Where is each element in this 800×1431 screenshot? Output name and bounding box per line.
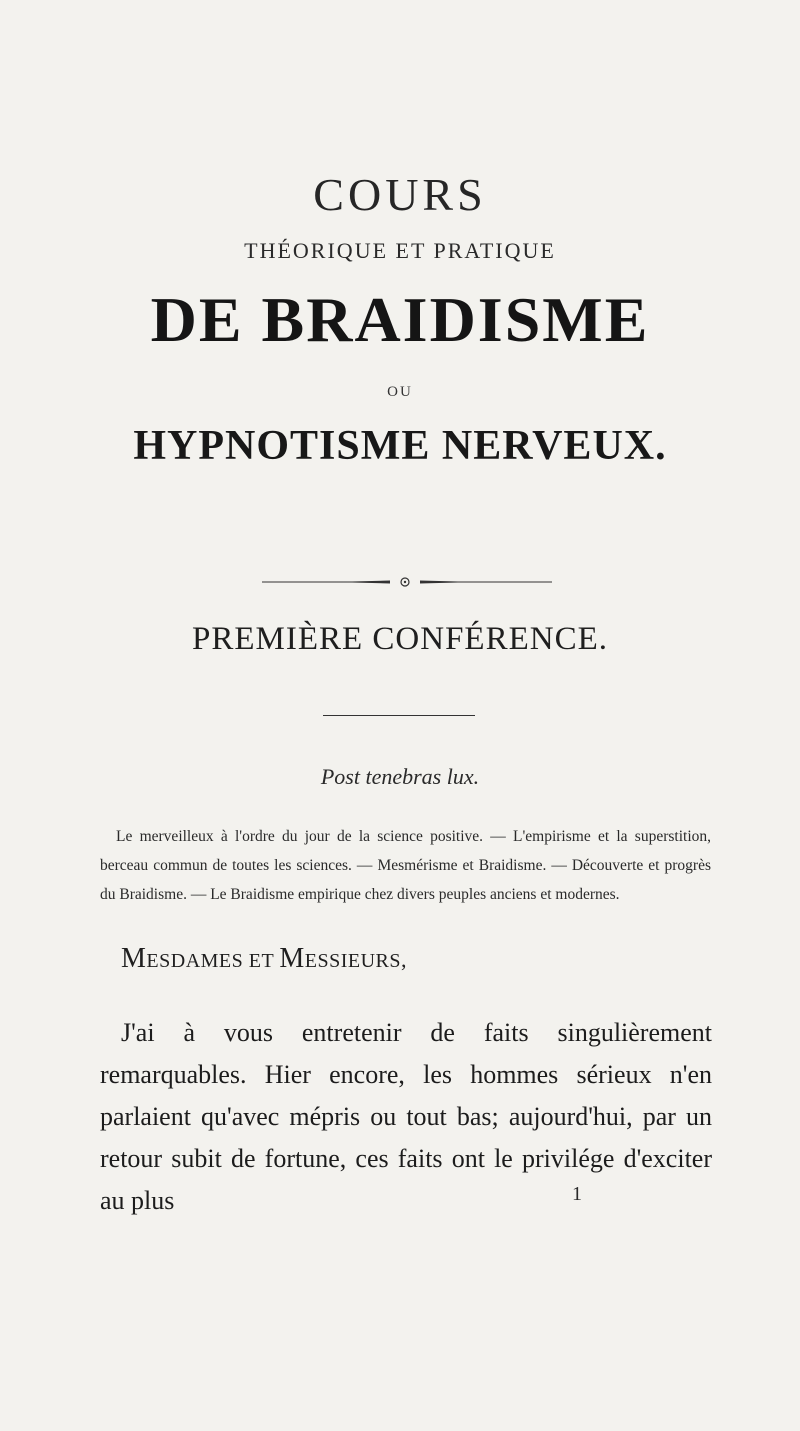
title-conjunction: OU (387, 384, 413, 400)
title-alternate: HYPNOTISME NERVEUX. (133, 423, 667, 469)
section-heading: PREMIÈRE CONFÉRENCE. (191, 621, 609, 657)
body-paragraph-text: J'ai à vous entretenir de faits singulièrement remarquables. Hier encore, les hommes sérieux n'en parlaient qu'avec mépris ou tout bas; aujourd'hui, par un retour subit de fortune, ces faits ont le privilége d'exciter au plus (100, 1018, 712, 1215)
page-number: 1 (572, 1183, 582, 1205)
ornament-divider-icon (262, 575, 552, 589)
chapter-summary (100, 822, 711, 909)
title-main: DE BRAIDISME (150, 284, 650, 355)
salutation: MESDAMES ET MESSIEURS, (121, 943, 407, 974)
chapter-summary-text: Le merveilleux à l'ordre du jour de la science positive. — L'empirisme et la superstition, berceau commun de toutes les sciences. — Mesmérisme et Braidisme. — Découverte et progrès du Braidisme. — Le Braidisme empirique chez divers peuples anciens et modernes. (100, 828, 711, 903)
motto: Post tenebras lux. (320, 764, 480, 789)
title-cours: COURS (313, 169, 487, 220)
horizontal-rule (323, 715, 475, 716)
body-paragraph (100, 1012, 712, 1222)
title-subtitle: THÉORIQUE ET PRATIQUE (244, 238, 556, 263)
